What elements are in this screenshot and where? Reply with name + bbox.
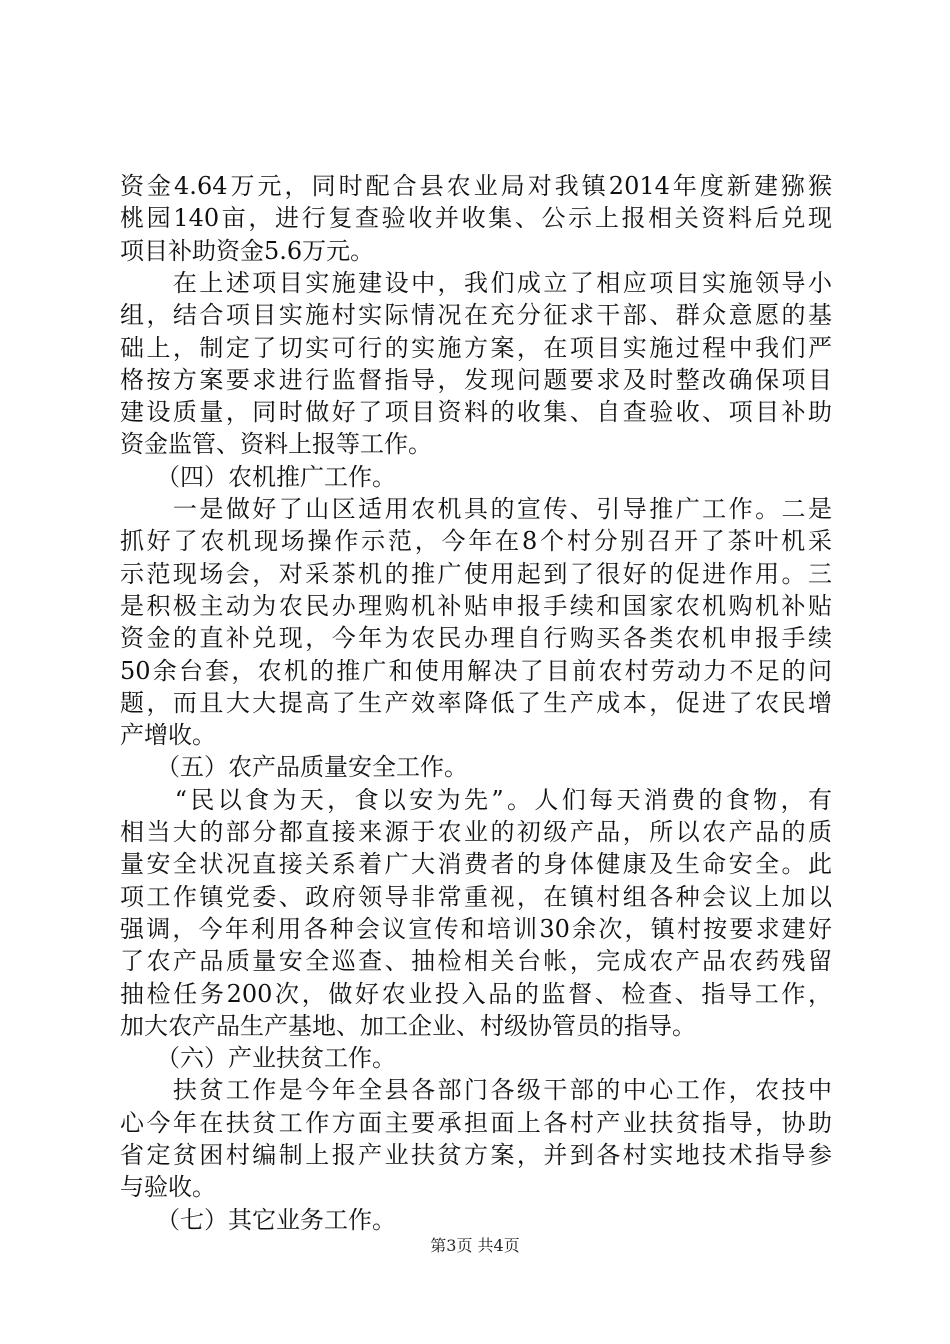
section-heading-5: （五）农产品质量安全工作。 (120, 753, 468, 782)
section-heading-6: （六）产业扶贫工作。 (120, 1044, 396, 1073)
text-line: 是积极主动为农民办理购机补贴申报手续和国家农机购机补贴 (120, 591, 832, 620)
section-heading-7: （七）其它业务工作。 (120, 1205, 396, 1234)
text-line: 相当大的部分都直接来源于农业的初级产品，所以农产品的质 (120, 818, 832, 846)
text-line: 础上，制定了切实可行的实施方案，在项目实施过程中我们严 (120, 333, 832, 362)
text-line: 心今年在扶贫工作方面主要承担面上各村产业扶贫指导，协助 (120, 1108, 832, 1137)
text-line: 资金的直补兑现，今年为农民办理自行购买各类农机申报手续 (120, 624, 832, 653)
page-footer: 第3页 共4页 (430, 1236, 520, 1255)
text-line: 了农产品质量安全巡查、抽检相关台帐，完成农产品农药残留 (120, 947, 832, 976)
text-line: 扶贫工作是今年全县各部门各级干部的中心工作，农技中 (120, 1076, 832, 1105)
text-line: 项目补助资金5.6万元。 (120, 236, 375, 265)
text-line: 示范现场会，对采茶机的推广使用起到了很好的促进作用。三 (120, 559, 832, 588)
text-line: 格按方案要求进行监督指导，发现问题要求及时整改确保项目 (120, 365, 832, 394)
text-line: 组，结合项目实施村实际情况在充分征求干部、群众意愿的基 (120, 301, 832, 330)
text-line: 省定贫困村编制上报产业扶贫方案，并到各村实地技术指导参 (120, 1141, 832, 1169)
text-line: 桃园140亩，进行复查验收并收集、公示上报相关资料后兑现 (120, 204, 832, 233)
text-line: 资金4.64万元，同时配合县农业局对我镇2014年度新建猕猴 (120, 172, 832, 200)
text-line: 一是做好了山区适用农机具的宣传、引导推广工作。二是 (120, 495, 832, 523)
text-line: 强调，今年利用各种会议宣传和培训30余次，镇村按要求建好 (120, 914, 832, 943)
text-line: 抽检任务200次，做好农业投入品的监督、检查、指导工作， (120, 979, 832, 1008)
text-line: 建设质量，同时做好了项目资料的收集、自查验收、项目补助 (120, 398, 832, 427)
text-line: “民以食为天，食以安为先”。人们每天消费的食物，有 (120, 785, 832, 814)
text-line: 资金监管、资料上报等工作。 (120, 430, 432, 459)
text-line: 与验收。 (120, 1173, 216, 1202)
text-line: 50余台套，农机的推广和使用解决了目前农村劳动力不足的问 (120, 656, 832, 685)
text-line: 项工作镇党委、政府领导非常重视，在镇村组各种会议上加以 (120, 882, 832, 911)
text-line: 在上述项目实施建设中，我们成立了相应项目实施领导小 (120, 268, 832, 297)
text-line: 加大农产品生产基地、加工企业、村级协管员的指导。 (120, 1011, 696, 1040)
section-heading-4: （四）农机推广工作。 (120, 462, 396, 491)
text-line: 产增收。 (120, 721, 216, 750)
text-line: 题，而且大大提高了生产效率降低了生产成本，促进了农民增 (120, 688, 832, 717)
text-line: 量安全状况直接关系着广大消费者的身体健康及生命安全。此 (120, 850, 832, 879)
text-line: 抓好了农机现场操作示范，今年在8个村分别召开了茶叶机采 (120, 527, 832, 556)
